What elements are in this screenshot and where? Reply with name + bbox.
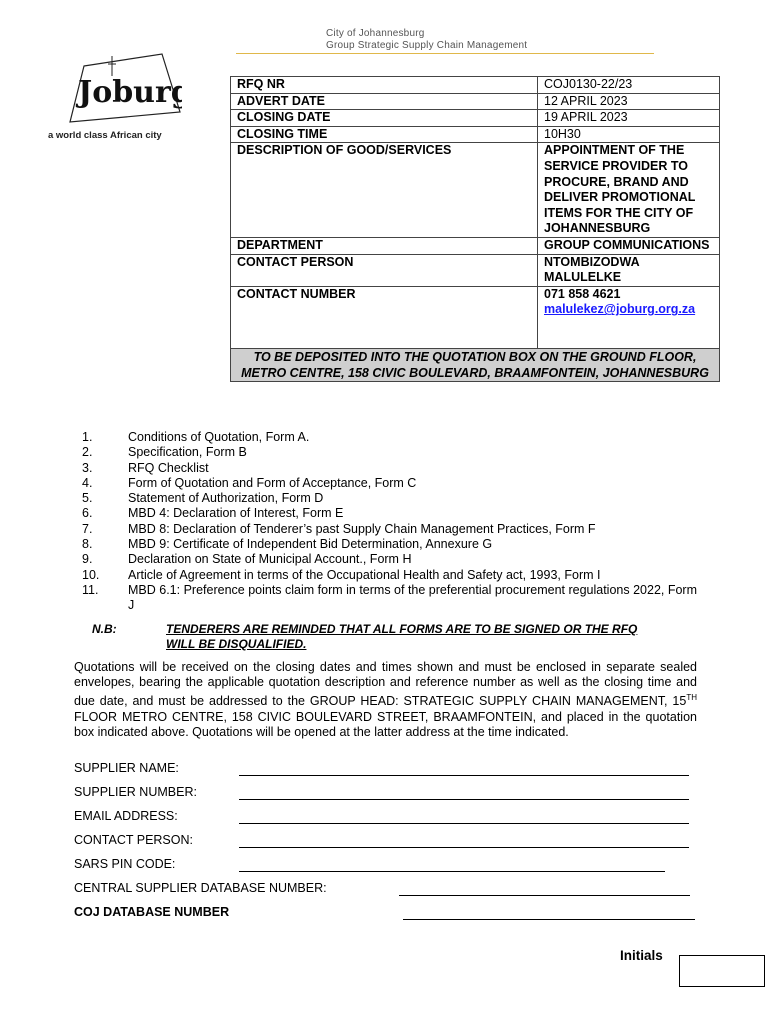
list-item-number: 8.: [82, 537, 93, 552]
contact-number-value: 071 858 4621: [544, 286, 621, 301]
instructions-superscript: TH: [686, 693, 697, 703]
list-item-number: 10.: [82, 567, 100, 582]
advert-date-value: 12 APRIL 2023: [538, 93, 720, 110]
closing-time-value: 10H30: [538, 126, 720, 143]
rfq-nr-value: COJ0130-22/23: [538, 77, 720, 94]
list-item-number: 6.: [82, 506, 93, 521]
initials-label: Initials: [620, 948, 663, 963]
email-address-field[interactable]: [239, 823, 689, 824]
list-item-number: 3.: [82, 460, 93, 475]
logo-tagline: a world class African city: [48, 130, 162, 141]
email-address-label: EMAIL ADDRESS:: [74, 809, 178, 823]
supplier-name-label: SUPPLIER NAME:: [74, 761, 179, 775]
contact-email-link[interactable]: malulekez@joburg.org.za: [544, 302, 696, 317]
table-row: [231, 93, 720, 110]
contact-number-cell: [538, 286, 720, 348]
table-row: [231, 254, 720, 286]
list-item-text: MBD 9: Certificate of Independent Bid Determination, Annexure G: [128, 537, 493, 552]
contact-person-value: NTOMBIZODWA MALULELKE: [538, 254, 720, 286]
list-item-text: Article of Agreement in terms of the Occupational Health and Safety act, 1993, Form I: [128, 567, 601, 582]
deposit-instruction: TO BE DEPOSITED INTO THE QUOTATION BOX ON THE GROUND FLOOR, METRO CENTRE, 158 CIVIC BOULEVARD, BRAAMFONTEIN, JOHANNESBURG: [231, 348, 720, 381]
rfq-details-table: [230, 76, 720, 382]
table-row: [231, 110, 720, 127]
supplier-number-label: SUPPLIER NUMBER:: [74, 785, 197, 799]
contact-person-label: CONTACT PERSON: [231, 254, 538, 286]
table-row: [231, 77, 720, 94]
contact-number-label: CONTACT NUMBER: [231, 286, 538, 348]
list-item: [78, 445, 698, 460]
nb-label: N.B:: [92, 622, 117, 636]
closing-date-label: CLOSING DATE: [231, 110, 538, 127]
instructions-part-2: FLOOR METRO CENTRE, 158 CIVIC BOULEVARD STREET, BRAAMFONTEIN, and placed in the quotation box indicated above. Quotations will be opened at the latter address at the time indicated.: [74, 709, 697, 739]
list-item-number: 5.: [82, 491, 93, 506]
closing-time-label: CLOSING TIME: [231, 126, 538, 143]
nb-warning: TENDERERS ARE REMINDED THAT ALL FORMS ARE TO BE SIGNED OR THE RFQ WILL BE DISQUALIFIED.: [166, 622, 638, 651]
department-label: DEPARTMENT: [231, 237, 538, 254]
list-item: [78, 491, 698, 506]
forms-list: [78, 430, 698, 614]
list-item-number: 9.: [82, 552, 93, 567]
list-item-number: 7.: [82, 521, 93, 536]
description-value: APPOINTMENT OF THE SERVICE PROVIDER TO PROCURE, BRAND AND DELIVER PROMOTIONAL ITEMS FOR THE CITY OF JOHANNESBURG: [538, 143, 720, 238]
list-item-text: Declaration on State of Municipal Account., Form H: [128, 552, 412, 567]
logo-wordmark: Joburg: [78, 75, 182, 110]
list-item: [78, 583, 698, 614]
contact-person-field-label: CONTACT PERSON:: [74, 833, 193, 847]
contact-person-field[interactable]: [239, 847, 689, 848]
list-item: [78, 522, 698, 537]
list-item-text: Specification, Form B: [128, 445, 247, 460]
submission-instructions: [74, 660, 697, 740]
list-item: [78, 461, 698, 476]
list-item-text: Form of Quotation and Form of Acceptance, Form C: [128, 475, 417, 490]
list-item: [78, 537, 698, 552]
list-item-text: MBD 8: Declaration of Tenderer’s past Supply Chain Management Practices, Form F: [128, 521, 596, 536]
csd-number-label: CENTRAL SUPPLIER DATABASE NUMBER:: [74, 881, 327, 895]
list-item-text: RFQ Checklist: [128, 460, 209, 475]
list-item: [78, 430, 698, 445]
table-row: [231, 237, 720, 254]
joburg-logo-icon: [66, 52, 182, 126]
list-item: [78, 506, 698, 521]
instructions-part-1: Quotations will be received on the closing dates and times shown and must be enclosed in separate sealed envelopes, bearing the applicable quotation description and reference number as well as the closing time and due date, and must be addressed to the GROUP HEAD: STRATEGIC SUPPLY CHAIN MANAGEMENT, 15: [74, 660, 697, 709]
header-dept: Group Strategic Supply Chain Management: [326, 40, 528, 51]
supplier-number-field[interactable]: [239, 799, 689, 800]
advert-date-label: ADVERT DATE: [231, 93, 538, 110]
supplier-name-field[interactable]: [239, 775, 689, 776]
list-item-number: 2.: [82, 445, 93, 460]
header-divider: [236, 53, 654, 54]
closing-date-value: 19 APRIL 2023: [538, 110, 720, 127]
coj-database-field[interactable]: [403, 919, 695, 920]
table-row: [231, 143, 720, 238]
csd-number-field[interactable]: [399, 895, 690, 896]
list-item-number: 1.: [82, 430, 93, 444]
page-header: [326, 28, 527, 52]
sars-pin-field[interactable]: [239, 871, 665, 872]
joburg-logo: [66, 52, 182, 126]
description-label: DESCRIPTION OF GOOD/SERVICES: [231, 143, 538, 238]
table-row: [231, 126, 720, 143]
header-org: City of Johannesburg: [326, 28, 425, 39]
list-item: [78, 476, 698, 491]
sars-pin-label: SARS PIN CODE:: [74, 857, 176, 871]
list-item-number: 11.: [82, 582, 99, 597]
initials-box[interactable]: [679, 955, 765, 987]
rfq-nr-label: RFQ NR: [231, 77, 538, 94]
table-row: [231, 286, 720, 348]
list-item-text: MBD 4: Declaration of Interest, Form E: [128, 506, 344, 521]
list-item-number: 4.: [82, 475, 93, 490]
coj-database-label: COJ DATABASE NUMBER: [74, 905, 230, 919]
list-item-text: Statement of Authorization, Form D: [128, 491, 324, 506]
department-value: GROUP COMMUNICATIONS: [538, 237, 720, 254]
list-item-text: Conditions of Quotation, Form A.: [128, 430, 310, 444]
table-row: [231, 348, 720, 381]
list-item-text: MBD 6.1: Preference points claim form in terms of the preferential procurement regulations 2022, Form J: [128, 582, 698, 613]
list-item: [78, 568, 698, 583]
list-item: [78, 552, 698, 567]
